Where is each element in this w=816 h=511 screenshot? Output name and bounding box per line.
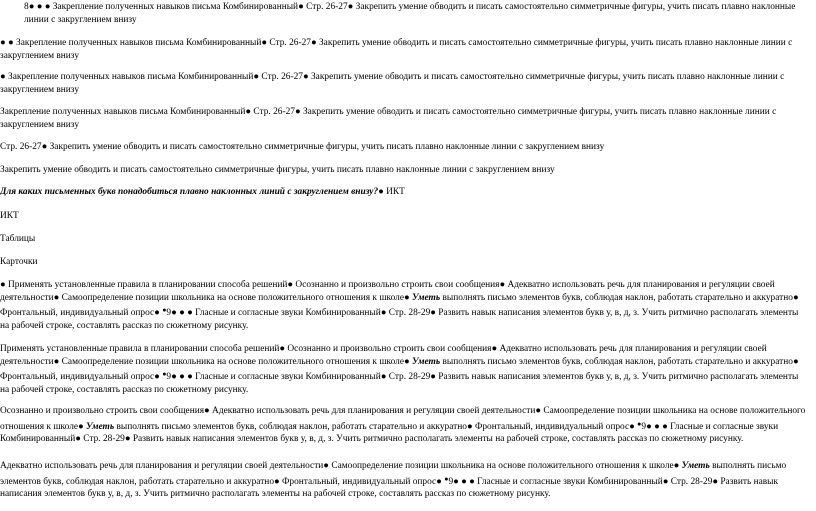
competency-block-1 [0,279,806,332]
question-text: Для каких письменных букв понадобиться плавно наклонных линий с закруглением внизу? [0,187,379,197]
paragraph-1: 8● ● ● Закрепление полученных навыков письма Комбинированный● Стр. 26-27● Закрепить умение обводить и писать самостоятельно симметричные фигуры, учить писать плавно наклонные линии с закруглением внизу [24,2,796,25]
block-2-umet: Уметь [412,356,441,367]
question-paragraph [0,186,806,199]
block-2-text-a: Применять установленные правила в планировании способа решений● Осознанно и произвольно строить свои сообщения● Адекватно использовать речь для планирования и регуляции своей деятельности● Самоопределение позиции школьника на основе положительного отношения к школе● [0,344,767,367]
item-ikt: ИКТ [0,211,19,221]
block-4-umet: Уметь [681,461,710,471]
competency-block-4 [0,460,806,501]
item-cards: Карточки [0,257,38,267]
block-1-text-c: выполнять письмо элементов букв, соблюдая наклон, работать старательно и аккуратно● Фронтальный, индивидуальный опрос● [0,292,799,319]
block-3-text-e: 9● ● ● Гласные и согласные звуки Комбинированный● Стр. 28-29● Развить навык написания элементов букв у, в, д, з. Учить ритмично располагать элементы на рабочей строке, составлять рассказ по сюжетному рисунку. [0,421,779,445]
paragraph-4: Закрепление полученных навыков письма Комбинированный● Стр. 26-27● Закрепить умение обводить и писать самостоятельно симметричные фигуры, учить писать плавно наклонные линии с закруглением внизу [0,107,777,130]
block-4-text-c: выполнять письмо элементов букв, соблюдая наклон, работать старательно и аккуратно● Фронтальный, индивидуальный опрос● [0,461,787,487]
competency-block-3 [0,405,806,446]
paragraph-3: ● Закрепление полученных навыков письма Комбинированный● Стр. 26-27● Закрепить умение обводить и писать самостоятельно симметричные фигуры, учить писать плавно наклонные линии с закруглением внизу [0,72,785,95]
block-4-text-e: 9● ● ● Гласные и согласные звуки Комбинированный● Стр. 28-29● Развить навык написания элементов букв у, в, д, з. Учить ритмично располагать элементы на рабочей строке, составлять рассказ по сюжетному рисунку. [0,476,779,500]
block-2-text-e: 9● ● ● Гласные и согласные звуки Комбинированный● Стр. 28-29● Развить навык написания элементов букв у, в, д, з. Учить ритмично располагать элементы на рабочей строке, составлять рассказ по сюжетному рисунку. [0,372,799,395]
block-1-bullet: ● [162,306,167,315]
block-3-text-a: Осознанно и произвольно строить свои сообщения● Адекватно использовать речь для планирования и регуляции своей деятельности● Самоопределение позиции школьника на основе положительного отношения к школе● [0,406,806,432]
block-2-text-c: выполнять письмо элементов букв, соблюдая наклон, работать старательно и аккуратно● Фронтальный, индивидуальный опрос● [0,356,799,383]
block-3-umet: Уметь [86,421,115,432]
paragraph-5: Стр. 26-27● Закрепить умение обводить и писать самостоятельно симметричные фигуры, учить писать плавно наклонные линии с закруглением внизу [0,142,605,152]
block-1-text-a: ● Применять установленные правила в планировании способа решений● Осознанно и произвольно строить свои сообщения● Адекватно использовать речь для планирования и регуляции своей деятельности● Самоопределение позиции школьника на основе положительного отношения к школе● [0,280,775,303]
question-tail: ● ИКТ [378,187,405,197]
block-3-bullet: ● [637,419,642,428]
item-tables: Таблицы [0,234,36,244]
block-1-umet: Уметь [412,292,441,303]
block-4-text-a: Адекватно использовать речь для планирования и регуляции своей деятельности● Самоопределение позиции школьника на основе положительного отношения к школе● [0,461,682,471]
block-3-text-c: выполнять письмо элементов букв, соблюдая наклон, работать старательно и аккуратно● Фронтальный, индивидуальный опрос● [114,421,638,432]
block-1-text-e: 9● ● ● Гласные и согласные звуки Комбинированный● Стр. 28-29● Развить навык написания элементов букв у, в, д, з. Учить ритмично располагать элементы на рабочей строке, составлять рассказ по сюжетному рисунку. [0,308,799,331]
competency-block-2 [0,343,806,396]
block-4-bullet: ● [444,474,449,483]
paragraph-6: Закрепить умение обводить и писать самостоятельно симметричные фигуры, учить писать плавно наклонные линии с закруглением внизу [0,165,555,175]
paragraph-2: ● ● Закрепление полученных навыков письма Комбинированный● Стр. 26-27● Закрепить умение обводить и писать самостоятельно симметричные фигуры, учить писать плавно наклонные линии с закруглением внизу [0,38,793,61]
block-2-bullet: ● [162,370,167,379]
